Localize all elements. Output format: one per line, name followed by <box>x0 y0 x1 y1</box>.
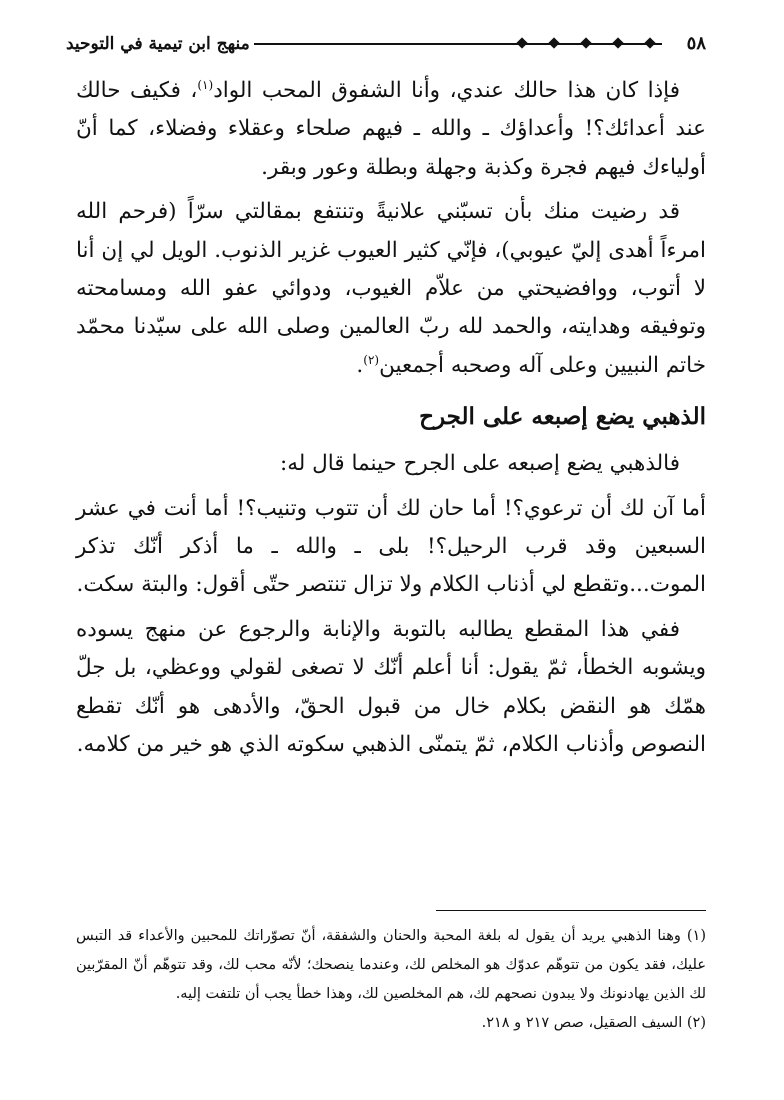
paragraph-text: فإذا كان هذا حالك عندي، وأنا الشفوق المحب الواد <box>213 78 680 103</box>
section-heading: الذهبي يضع إصبعه على الجرح <box>419 403 706 431</box>
footnotes <box>76 922 706 1038</box>
paragraph-text: . <box>356 352 364 378</box>
paragraph-text: ، فكيف حالك عند أعدائك؟! وأعداؤك ـ والله ـ فيهم صلحاء وعقلاء وفضلاء، كما أنّ أولياءك فيهم فجرة وكذبة وجهلة وبطلة وعور وبقر. <box>76 78 706 180</box>
quoted-paragraph: أما آن لك أن ترعوي؟! أما حان لك أن تتوب وتنيب؟! أما أنت في عشر السبعين وقد قرب الرحيل؟! بلى ـ والله ـ ما أذكر أنّك تذكر الموت...وتقطع لي أذناب الكلام ولا تزال تنتصر حتّى أقول: والبتة سكت. <box>76 495 706 598</box>
paragraph-text: قد رضيت منك بأن تسبّني علانيةً وتنتفع بمقالتي سرّاً (فرحم الله امرءاً أهدى إليّ عيوبي)، فإنّي كثير العيوب غزير الذنوب. الويل لي إن أنا لا أتوب، ووافضيحتي من علاّم الغيوب، ودوائي عفو الله ومسامحته وتوفيقه وهدايته، والحمد لله ربّ العالمين وصلى الله على سيّدنا محمّد خاتم النبيين وعلى آله وصحبه أجمعين <box>76 199 706 378</box>
footnote-separator <box>436 910 706 911</box>
running-title: منهج ابن تيمية في التوحيد <box>66 34 250 54</box>
footnote-reference: (٢) <box>363 352 380 367</box>
footnote: (١) وهنا الذهبي يريد أن يقول له بلغة المحبة والحنان والشفقة، أنّ تصوّراتك للمحبين والأعداء قد التبس عليك، فقد يكون من تتوهّم عدوّك هو المخلص لك، وعندما ينصحك؛ لأنّه محب لك، وقد تتوهّم أنّ المقرّبين لك الذين يهادنونك ولا يبدون نصحهم لك، هم المخلصين لك، وهذا خطأ يجب أن تلتفت إليه. <box>76 928 706 1002</box>
page-number: ٥٨ <box>686 33 706 54</box>
header-rule <box>254 43 662 45</box>
page-header <box>66 28 706 60</box>
main-text <box>76 72 706 771</box>
footnote-reference: (١) <box>197 77 214 92</box>
footnote: (٢) السيف الصقيل، صص ٢١٧ و ٢١٨. <box>481 1015 706 1031</box>
paragraph: ففي هذا المقطع يطالبه بالتوبة والإنابة والرجوع عن منهج يسوده ويشوبه الخطأ، ثمّ يقول: أنا أعلم أنّك لا تصغى لقولي ووعظي، بل جلّ همّك هو النقض بكلام خال من قبول الحقّ، والأدهى هو أنّك تقطع النصوص وأذناب الكلام، ثمّ يتمنّى الذهبي سكوته الذي هو خير من كلامه. <box>76 616 706 758</box>
paragraph: فالذهبي يضع إصبعه على الجرح حينما قال له: <box>280 451 680 477</box>
paragraph <box>76 72 706 187</box>
paragraph <box>76 193 706 385</box>
